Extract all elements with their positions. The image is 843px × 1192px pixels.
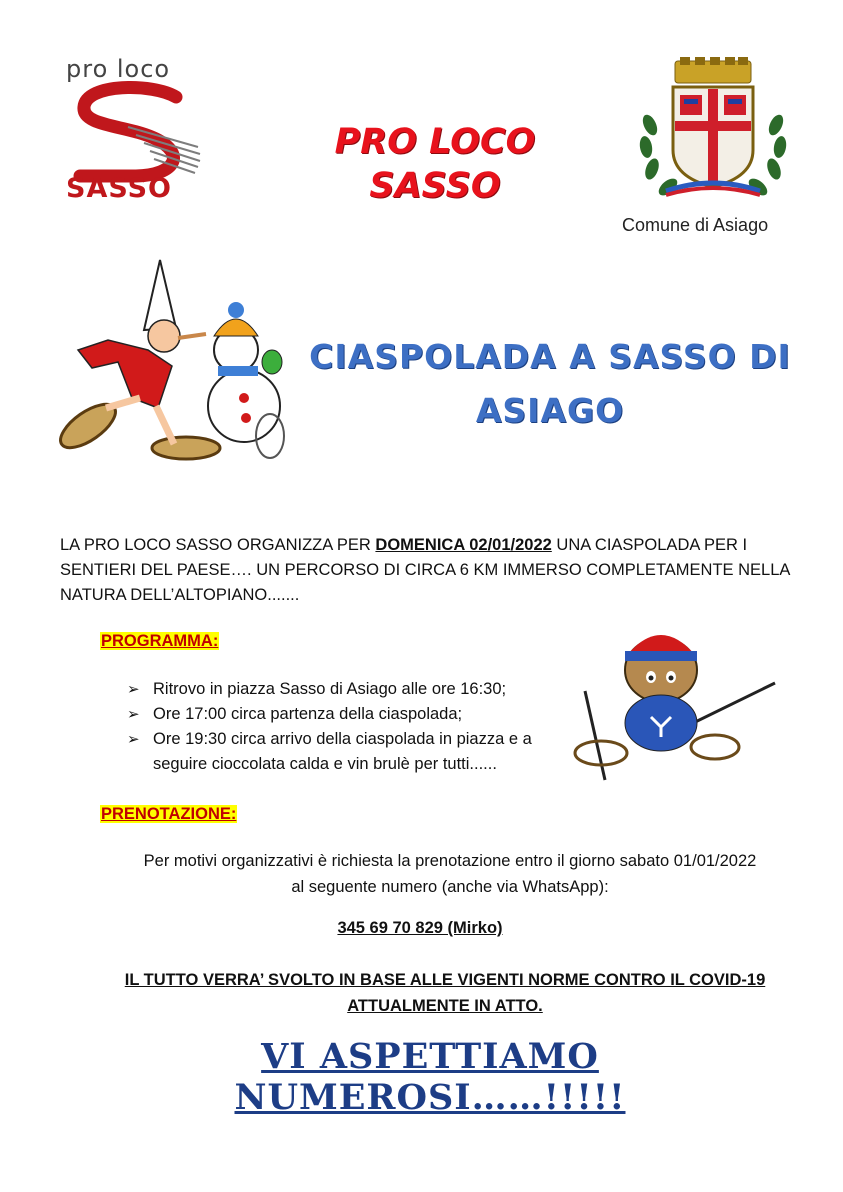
event-date: DOMENICA 02/01/2022 [375,536,552,554]
booking-paragraph [60,848,840,900]
logo-small-text: pro loco [66,55,171,83]
arrowhead-bullet-icon: ➢ [127,681,140,698]
prenotazione-heading [100,805,237,824]
closing-message: VI ASPETTIAMO NUMEROSI……!!!!! [234,1036,626,1118]
coat-of-arms-icon [628,55,798,205]
programma-heading [100,632,219,651]
intro-text-part2: UNA CIASPOLADA PER I SENTIERI DEL PAESE…. UN PERCORSO DI CIRCA 6 KM IMMERSO COMPLETAMENTE NELLA NATURA DELL’ALTOPIANO....... [60,536,790,604]
program-item-text: Ore 17:00 circa partenza della ciaspolada; [153,705,463,723]
coat-of-arms-emblem [628,55,798,205]
title-line-1: PRO LOCO [334,122,536,162]
phone-number: 345 69 70 829 (Mirko) [337,919,503,937]
program-list [127,677,567,777]
booking-line-1: Per motivi organizzativi è richiesta la prenotazione entro il giorno sabato 01/01/2022 [143,852,757,870]
list-item [127,677,567,702]
programma-heading-text: PROGRAMMA: [101,632,219,650]
covid-notice [60,967,830,1019]
event-title-line-1: CIASPOLADA A SASSO DI [309,337,791,376]
covid-line-2: ATTUALMENTE IN ATTO. [347,997,543,1015]
covid-line-1: IL TUTTO VERRA’ SVOLTO IN BASE ALLE VIGENTI NORME CONTRO IL COVID-19 [124,971,766,989]
arrowhead-bullet-icon: ➢ [127,731,140,748]
pro-loco-sasso-logo [58,55,208,205]
marmot-snowshoe-illustration [565,625,780,785]
event-title [290,330,810,438]
arrowhead-bullet-icon: ➢ [127,706,140,723]
intro-paragraph [60,533,800,608]
pinocchio-mascot-icon [48,258,288,468]
list-item [127,727,567,777]
title-line-2: SASSO [369,166,501,206]
pro-loco-title [300,120,570,208]
booking-line-2: al seguente numero (anche via WhatsApp): [291,878,609,896]
marmot-mascot-icon [565,625,780,785]
prenotazione-heading-text: PRENOTAZIONE: [101,805,237,823]
pinocchio-snowman-illustration [48,258,288,468]
program-item-text: Ore 19:30 circa arrivo della ciaspolada in piazza e a seguire cioccolata calda e vin brulè per tutti...... [153,730,532,773]
event-title-line-2: ASIAGO [475,391,625,430]
list-item [127,702,567,727]
logo-big-text: SASSO [66,173,172,204]
comune-label: Comune di Asiago [622,215,769,235]
intro-text-part1: LA PRO LOCO SASSO ORGANIZZA PER [60,536,376,554]
program-item-text: Ritrovo in piazza Sasso di Asiago alle ore 16:30; [153,680,507,698]
